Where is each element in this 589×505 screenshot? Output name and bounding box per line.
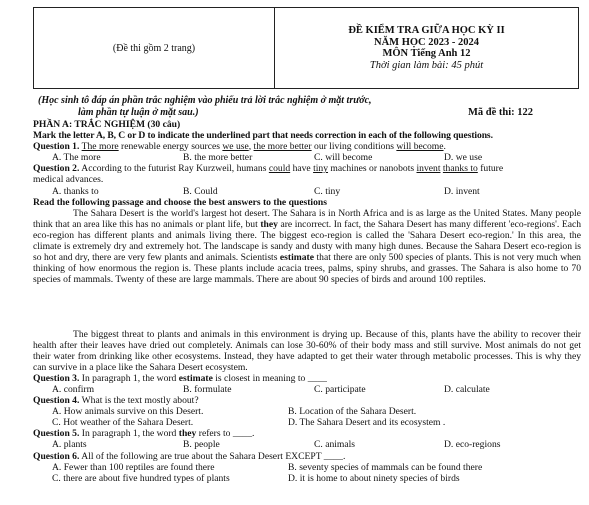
- q2-option-c[interactable]: C. tiny: [314, 186, 341, 197]
- passage-paragraph-2: The biggest threat to plants and animals in this environment is drying up. Because of this, plants have the ability to recover their health after their leaves have dried out completely. Animals can lose 30-60% of their body mass and still survive. Most animals do not get their water from drinking like other ecosystems. Instead, they have adapted to get their water through metabolic processes. This is why they can survive in a place like the Sahara Desert ecosystem.: [33, 329, 581, 373]
- q4-option-a[interactable]: A. How animals survive on this Desert.: [52, 406, 204, 417]
- q6-option-c[interactable]: C. there are about five hundred types of plants: [52, 473, 230, 484]
- q5-option-a[interactable]: A. plants: [52, 439, 87, 450]
- q5-option-d[interactable]: D. eco-regions: [444, 439, 501, 450]
- q1-option-b[interactable]: B. the more better: [183, 152, 253, 163]
- section-1-instruction: Mark the letter A, B, C or D to indicate the underlined part that needs correction in each of the following questions.: [33, 130, 493, 141]
- q6-option-a[interactable]: A. Fewer than 100 reptiles are found there: [52, 462, 215, 473]
- q2-option-a[interactable]: A. thanks to: [52, 186, 99, 197]
- q4-option-b[interactable]: B. Location of the Sahara Desert.: [288, 406, 417, 417]
- q3-option-c[interactable]: C. participate: [314, 384, 366, 395]
- q4-option-c[interactable]: C. Hot weather of the Sahara Desert.: [52, 417, 194, 428]
- exam-title: ĐỀ KIỂM TRA GIỮA HỌC KỲ II: [348, 25, 505, 36]
- q1-option-a[interactable]: A. The more: [52, 152, 101, 163]
- q1-option-d[interactable]: D. we use: [444, 152, 483, 163]
- time-limit: Thời gian làm bài: 45 phút: [369, 59, 484, 71]
- question-2: Question 2. According to the futurist Ray Kurzweil, humans could have tiny machines or nanobots invent thanks to future: [33, 163, 504, 174]
- school-year: NĂM HỌC 2023 - 2024: [374, 36, 479, 48]
- part-a-heading: PHẦN A: TRẮC NGHIỆM (30 câu): [33, 119, 181, 130]
- subject: MÔN Tiếng Anh 12: [382, 48, 471, 59]
- question-4: Question 4. What is the text mostly about?: [33, 395, 199, 406]
- question-5: Question 5. In paragraph 1, the word they refers to ____.: [33, 428, 255, 439]
- header-right-cell: [275, 8, 579, 89]
- question-2-line-2: medical advances.: [33, 174, 104, 185]
- q5-option-b[interactable]: B. people: [183, 439, 220, 450]
- section-2-instruction: Read the following passage and choose the best answers to the questions: [33, 197, 327, 208]
- page-count-note: (Đề thi gồm 2 trang): [112, 42, 196, 54]
- q4-option-d[interactable]: D. The Sahara Desert and its ecosystem .: [288, 417, 446, 428]
- q3-option-b[interactable]: B. formulate: [183, 384, 232, 395]
- exam-header-table: [33, 7, 579, 89]
- q3-option-a[interactable]: A. confirm: [52, 384, 95, 395]
- q1-option-c[interactable]: C. will become: [314, 152, 373, 163]
- instruction-line-2: làm phần tự luận ở mặt sau.): [78, 107, 199, 118]
- q6-option-b[interactable]: B. seventy species of mammals can be found there: [288, 462, 483, 473]
- q6-option-d[interactable]: D. it is home to about ninety species of birds: [288, 473, 460, 484]
- q2-option-b[interactable]: B. Could: [183, 186, 218, 197]
- instruction-line-1: (Học sinh tô đáp án phần trắc nghiệm vào phiếu trả lời trắc nghiệm ở mặt trước,: [38, 95, 372, 106]
- q3-option-d[interactable]: D. calculate: [444, 384, 490, 395]
- question-1: Question 1. The more renewable energy sources we use, the more better our living conditions will become.: [33, 141, 446, 152]
- q2-option-d[interactable]: D. invent: [444, 186, 480, 197]
- header-left-cell: [34, 8, 275, 89]
- passage-paragraph-1: The Sahara Desert is the world's largest hot desert. The Sahara is in North Africa and is as large as the United States. Many people think that an area like this has no animals or plant life, but they are incorrect. In fact, the Sahara Desert has many different 'eco-regions'. Each eco-region has different plants and animals living there. The biggest eco-region is called the 'Sahara Desert eco-region.' In this area, the climate is extremely dry and extremely hot. The landscape is sandy and dusty with many high dunes. Because the Sahara Desert eco-region is so hot and dry, there are very few plants and animals. Scientists estimate that there are only 500 species of plants. This is not very much when thinking of how enormous the region is. These plants include acacia trees, palms, spiny shrubs, and grasses. The Sahara is also home to 70 species of mammals. Twenty of these are large mammals. There are about 90 species of birds and around 100 reptiles.: [33, 208, 582, 285]
- exam-code: Mã đề thi: 122: [468, 107, 534, 118]
- question-6: Question 6. All of the following are true about the Sahara Desert EXCEPT ____.: [33, 451, 346, 462]
- question-3: Question 3. In paragraph 1, the word estimate is closest in meaning to ____: [33, 373, 327, 384]
- q5-option-c[interactable]: C. animals: [314, 439, 356, 450]
